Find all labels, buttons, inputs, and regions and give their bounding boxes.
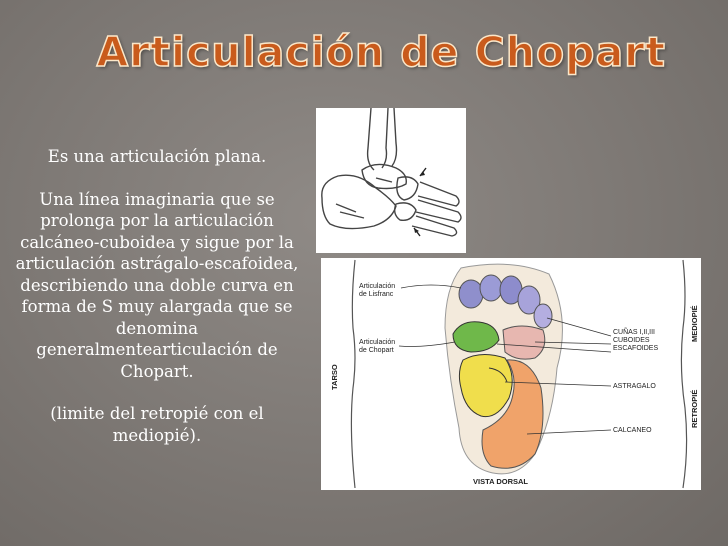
- label-cunas: CUÑAS I,II,III: [613, 329, 656, 336]
- label-escafoides: ESCAFOIDES: [613, 345, 659, 352]
- label-retropie: RETROPIÉ: [690, 389, 699, 428]
- label-calcaneo: CALCANEO: [613, 427, 652, 434]
- body-text: [12, 146, 302, 446]
- paragraph-3: (limite del retropié con el mediopié).: [50, 404, 264, 445]
- slide-title: Articulación de Chopart: [96, 28, 666, 76]
- label-mediopie: MEDIOPIÉ: [690, 305, 699, 342]
- label-astragalo: ASTRAGALO: [613, 383, 656, 390]
- label-cuboides: CUBOIDES: [613, 337, 650, 344]
- label-chopart-2: de Chopart: [359, 347, 394, 354]
- label-chopart-1: Articulación: [359, 339, 396, 346]
- label-lisfranc-2: de Lisfranc: [359, 291, 394, 298]
- label-tarso: TARSO: [330, 364, 339, 390]
- label-lisfranc-1: Articulación: [359, 283, 396, 290]
- paragraph-2: Una línea imaginaria que se prolonga por la articulación calcáneo-cuboidea y sigue por la articulación astrágalo-escafoidea, describiendo una doble curva en forma de S muy alargada que se denomina generalmentearticulación de Chopart.: [15, 189, 299, 381]
- foot-dorsal-diagram: [321, 258, 701, 490]
- label-vista-dorsal: VISTA DORSAL: [473, 477, 529, 486]
- foot-lateral-image: [316, 108, 466, 253]
- paragraph-1: Es una articulación plana.: [47, 147, 267, 166]
